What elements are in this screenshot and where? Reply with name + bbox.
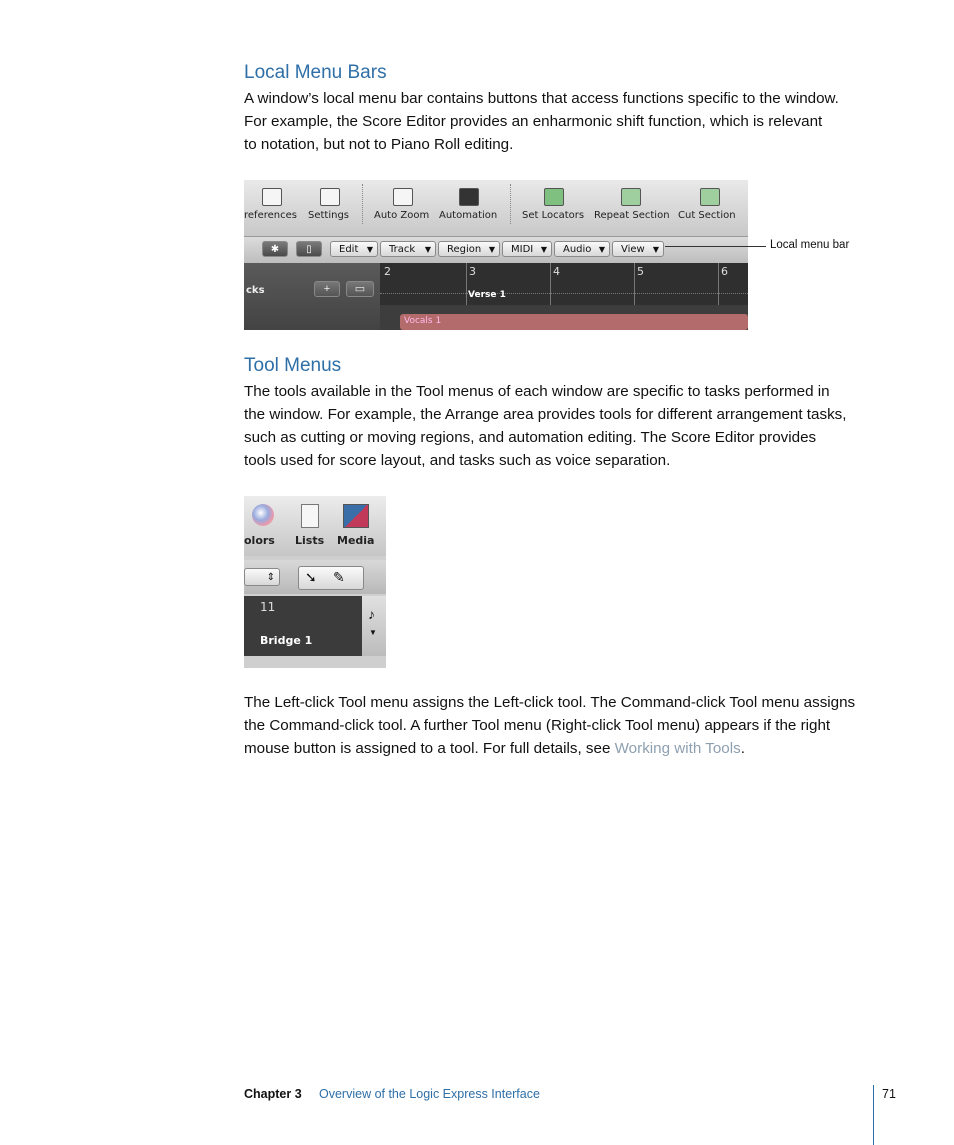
toolbar xyxy=(244,180,748,236)
paragraph-line: mouse button is assigned to a tool. For full details, see xyxy=(244,740,615,757)
footer-chapter: Chapter 3 xyxy=(244,1087,302,1101)
automation-icon xyxy=(459,188,479,206)
view-menu-button xyxy=(612,241,664,257)
edit-menu-button xyxy=(330,241,378,257)
local-menu-bar-screenshot xyxy=(244,180,748,330)
paragraph-line: the Command-click tool. A further Tool menu (Right-click Tool menu) appears if the right xyxy=(244,717,831,734)
note-icon: ♪ xyxy=(368,606,375,622)
ruler-number: 4 xyxy=(553,265,560,278)
paragraph-tool-menus xyxy=(244,380,884,472)
folder-icon: ▭ xyxy=(354,283,366,295)
track-header xyxy=(244,263,380,330)
stepper xyxy=(244,568,280,586)
section-heading-tool-menus: Tool Menus xyxy=(244,355,342,376)
ruler-number: 5 xyxy=(637,265,644,278)
toolbar-item-settings xyxy=(304,180,352,236)
stepper-arrows-icon: ⇕ xyxy=(266,572,275,583)
ruler-number: 3 xyxy=(469,265,476,278)
toolbar-label: Settings xyxy=(308,210,350,221)
toolbar-label: Cut Section xyxy=(678,210,736,221)
paragraph-line: For example, the Score Editor provides an enharmonic shift function, which is relevant xyxy=(244,113,823,130)
link-button xyxy=(296,241,322,257)
toolbar-item-repeat-section xyxy=(592,180,668,236)
pencil-tool-icon: ✎ xyxy=(333,569,345,585)
toolbar-label: Set Locators xyxy=(522,210,585,221)
footer-chapter-title: Overview of the Logic Express Interface xyxy=(319,1087,540,1101)
paragraph-line: such as cutting or moving regions, and automation editing. The Score Editor provides xyxy=(244,429,817,446)
toolbar-label: Lists xyxy=(295,534,325,547)
paragraph-line: A window’s local menu bar contains buttons that access functions specific to the window. xyxy=(244,90,839,107)
paragraph-line-end: . xyxy=(740,740,745,757)
toolbar-separator xyxy=(510,184,511,224)
paragraph-tool-menu-details xyxy=(244,691,884,760)
triangle-down-icon: ▼ xyxy=(369,628,377,637)
triangle-down-icon: ▼ xyxy=(424,245,431,254)
settings-icon xyxy=(320,188,340,206)
new-folder-button xyxy=(346,281,374,297)
colors-icon xyxy=(252,504,274,526)
set-locators-icon xyxy=(544,188,564,206)
bar-ruler xyxy=(380,263,748,305)
tracks-label: cks xyxy=(246,285,265,296)
ruler-number: 11 xyxy=(260,600,276,614)
tool-menus-screenshot xyxy=(244,496,386,668)
footer-divider xyxy=(873,1085,874,1145)
paragraph-line: to notation, but not to Piano Roll editing. xyxy=(244,136,514,153)
triangle-down-icon: ▼ xyxy=(366,245,373,254)
ruler-ticks xyxy=(380,293,748,300)
toolbar-label: Repeat Section xyxy=(594,210,670,221)
audio-menu-button xyxy=(554,241,610,257)
toolbar-label: Auto Zoom xyxy=(374,210,430,221)
triangle-down-icon: ▼ xyxy=(598,245,605,254)
toolbar-label: olors xyxy=(244,534,275,547)
region-label: Vocals 1 xyxy=(404,316,442,326)
toolbar-item-preferences xyxy=(244,180,300,236)
marker-label: Verse 1 xyxy=(468,290,506,300)
figure-icon: ✱ xyxy=(270,244,280,255)
triangle-down-icon: ▼ xyxy=(488,245,495,254)
page-number: 71 xyxy=(882,1087,896,1101)
menu-label: MIDI xyxy=(511,244,534,255)
toolbar-item-set-locators xyxy=(520,180,586,236)
plus-icon: + xyxy=(323,283,331,295)
tool-menus xyxy=(298,566,364,590)
link-icon: ▯ xyxy=(306,244,312,255)
cut-section-icon xyxy=(700,188,720,206)
lists-icon xyxy=(301,504,319,528)
paragraph-line: The tools available in the Tool menus of each window are specific to tasks performed in xyxy=(244,383,830,400)
auto-zoom-icon xyxy=(393,188,413,206)
menu-label: Region xyxy=(447,244,482,255)
ruler-number: 2 xyxy=(384,265,391,278)
triangle-down-icon: ▼ xyxy=(540,245,547,254)
paragraph-local-menu-bars xyxy=(244,87,884,156)
working-with-tools-link[interactable]: Working with Tools xyxy=(614,740,741,757)
region-menu-button xyxy=(438,241,500,257)
toolbar-label: Automation xyxy=(439,210,498,221)
paragraph-line: The Left-click Tool menu assigns the Left-click tool. The Command-click Tool menu assigns xyxy=(244,694,856,711)
toolbar-item-auto-zoom xyxy=(372,180,432,236)
menu-label: Track xyxy=(389,244,416,255)
callout-local-menu-bar: Local menu bar xyxy=(770,239,850,251)
pointer-tool-button xyxy=(262,241,288,257)
callout-line xyxy=(665,246,766,247)
toolbar-item-cut-section xyxy=(676,180,740,236)
pointer-tool-icon: ➘ xyxy=(305,569,317,585)
toolbar-item-automation xyxy=(437,180,501,236)
menu-label: Edit xyxy=(339,244,359,255)
menu-label: Audio xyxy=(563,244,592,255)
midi-menu-button xyxy=(502,241,552,257)
local-menu-bar xyxy=(244,236,748,263)
triangle-down-icon: ▼ xyxy=(652,245,659,254)
track-menu-button xyxy=(380,241,436,257)
toolbar-separator xyxy=(362,184,363,224)
preferences-icon xyxy=(262,188,282,206)
menu-label: View xyxy=(621,244,645,255)
local-menu-bar xyxy=(244,560,386,594)
media-icon xyxy=(343,504,369,528)
toolbar-label: Media xyxy=(337,534,375,547)
add-track-button xyxy=(314,281,340,297)
arrange-area xyxy=(244,596,362,656)
section-heading-local-menu-bars: Local Menu Bars xyxy=(244,62,387,83)
repeat-section-icon xyxy=(621,188,641,206)
side-scroller xyxy=(362,596,386,656)
audio-region xyxy=(400,314,748,330)
arrange-area xyxy=(244,263,748,330)
ruler-number: 6 xyxy=(721,265,728,278)
toolbar-label: references xyxy=(244,210,297,221)
marker-label: Bridge 1 xyxy=(260,634,313,647)
paragraph-line: tools used for score layout, and tasks such as voice separation. xyxy=(244,452,671,469)
toolbar xyxy=(244,496,386,556)
paragraph-line: the window. For example, the Arrange area provides tools for different arrangement tasks, xyxy=(244,406,847,423)
